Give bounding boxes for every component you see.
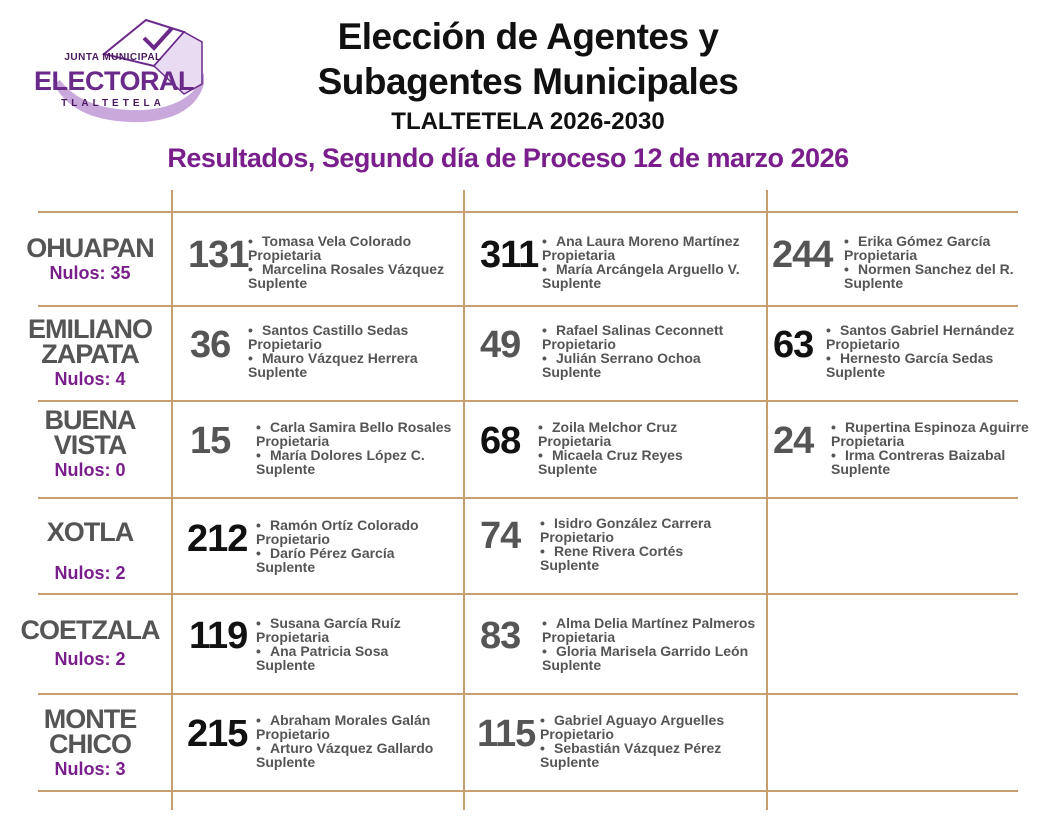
nulos-count: Nulos: 4 (54, 369, 126, 389)
propietario-name: Rafael Salinas Ceconnett (556, 322, 724, 338)
locality-name-line-2: VISTA (53, 430, 127, 460)
suplente-name: Micaela Cruz Reyes (552, 447, 683, 463)
suplente-role: Suplente (248, 275, 308, 291)
propietario-role: Propietario (540, 726, 614, 742)
locality-name-line-1: MONTE (43, 704, 137, 734)
suplente-role: Suplente (256, 754, 316, 770)
locality-name-line-1: BUENA (44, 405, 136, 435)
vote-count: 212 (187, 518, 248, 560)
propietario-name: Ana Laura Moreno Martínez (556, 233, 740, 249)
propietario-name: Santos Castillo Sedas (262, 322, 409, 338)
result-cell (773, 416, 1053, 486)
suplente-name: Sebastián Vázquez Pérez (554, 740, 722, 756)
candidates: • Gabriel Aguayo Arguelles Propietario • Sebastián Vázquez Pérez Suplente (540, 712, 725, 770)
title-line-1: Elección de Agentes y (337, 16, 719, 57)
propietario-name: Santos Gabriel Hernández (840, 322, 1015, 338)
vote-count: 63 (773, 324, 814, 366)
nulos-count: Nulos: 2 (54, 649, 126, 669)
propietario-name: Isidro González Carrera (554, 515, 712, 531)
suplente-name: Darío Pérez García (270, 545, 395, 561)
suplente-role: Suplente (542, 275, 602, 291)
propietario-name: Zoila Melchor Cruz (552, 419, 678, 435)
candidates: • Rupertina Espinoza Aguirre Propietaria • Irma Contreras Baizabal Suplente (831, 419, 1029, 477)
suplente-role: Suplente (540, 557, 600, 573)
title-line-2: Subagentes Municipales (317, 61, 739, 102)
propietario-role: Propietaria (844, 247, 918, 263)
suplente-name: Gloria Marisela Garrido León (556, 643, 749, 659)
result-cell (773, 320, 1043, 390)
propietario-role: Propietaria (538, 433, 612, 449)
propietario-name: Rupertina Espinoza Aguirre (845, 419, 1029, 435)
logo-line-3: TLALTETELA (61, 98, 165, 109)
candidates: • Santos Gabriel Hernández Propietario • Hernesto García Sedas Suplente (826, 322, 1015, 380)
vote-count: 68 (480, 420, 521, 462)
result-cell (189, 611, 461, 681)
propietario-role: Propietario (256, 726, 330, 742)
vote-count: 83 (480, 615, 521, 657)
suplente-role: Suplente (256, 559, 316, 575)
propietario-name: Susana García Ruíz (270, 615, 401, 631)
suplente-role: Suplente (540, 754, 600, 770)
grid-vline (463, 190, 465, 810)
suplente-name: Irma Contreras Baizabal (845, 447, 1006, 463)
candidates: • Susana García Ruíz Propietaria • Ana Patricia Sosa Suplente (256, 615, 401, 673)
result-cell (772, 230, 1042, 300)
propietario-name: Ramón Ortíz Colorado (270, 517, 419, 533)
result-cell (480, 416, 765, 486)
propietario-role: Propietario (248, 336, 322, 352)
nulos-count: Nulos: 35 (49, 263, 131, 283)
vote-count: 74 (480, 515, 521, 557)
suplente-name: Normen Sanchez del R. (858, 261, 1014, 277)
propietario-role: Propietario (542, 336, 616, 352)
subtitle: TLALTETELA 2026-2030 (391, 108, 665, 135)
vote-count: 244 (772, 234, 833, 276)
junta-electoral-logo (34, 14, 220, 126)
grid-hline (38, 593, 1018, 595)
vote-count: 36 (190, 324, 231, 366)
locality-name-line-2: CHICO (49, 729, 131, 759)
suplente-name: Rene Rivera Cortés (554, 543, 684, 559)
locality-ohuapan (10, 233, 170, 284)
locality-name: XOTLA (46, 517, 134, 547)
propietario-role: Propietaria (248, 247, 322, 263)
result-cell (187, 709, 461, 779)
grid-vline (171, 190, 173, 810)
candidates: • Carla Samira Bello Rosales Propietaria • María Dolores López C. Suplente (256, 419, 452, 477)
grid-vline (766, 190, 768, 810)
candidates: • Ramón Ortíz Colorado Propietario • Darío Pérez García Suplente (256, 517, 419, 575)
candidates: • Isidro González Carrera Propietario • Rene Rivera Cortés Suplente (540, 515, 712, 573)
propietario-role: Propietario (540, 529, 614, 545)
vote-count: 15 (190, 420, 231, 462)
result-cell (477, 709, 765, 779)
locality-name-line-1: EMILIANO (28, 314, 152, 344)
propietario-name: Tomasa Vela Colorado (262, 233, 412, 249)
suplente-role: Suplente (256, 657, 316, 673)
propietario-name: Erika Gómez García (858, 233, 991, 249)
propietario-name: Carla Samira Bello Rosales (270, 419, 452, 435)
candidates: • Erika Gómez García Propietaria • Normen Sanchez del R. Suplente (844, 233, 1014, 291)
suplente-name: Marcelina Rosales Vázquez (262, 261, 445, 277)
suplente-role: Suplente (542, 364, 602, 380)
locality-xotla (10, 517, 170, 584)
propietario-name: Gabriel Aguayo Arguelles (554, 712, 725, 728)
vote-count: 115 (477, 713, 536, 755)
suplente-role: Suplente (542, 657, 602, 673)
suplente-name: Arturo Vázquez Gallardo (270, 740, 434, 756)
nulos-count: Nulos: 3 (54, 759, 126, 779)
grid-hline (38, 497, 1018, 499)
candidates: • Zoila Melchor Cruz Propietaria • Micaela Cruz Reyes Suplente (538, 419, 683, 477)
propietario-role: Propietaria (256, 629, 330, 645)
nulos-count: Nulos: 2 (54, 563, 126, 583)
propietario-role: Propietario (256, 531, 330, 547)
vote-count: 131 (188, 234, 249, 276)
vote-count: 119 (189, 615, 248, 657)
vote-count: 49 (480, 324, 521, 366)
suplente-role: Suplente (256, 461, 316, 477)
locality-name-line-2: ZAPATA (41, 339, 139, 369)
grid-hline (38, 211, 1018, 213)
suplente-name: Mauro Vázquez Herrera (262, 350, 418, 366)
result-cell (480, 611, 765, 681)
candidates: • Ana Laura Moreno Martínez Propietaria • María Arcángela Arguello V. Suplente (542, 233, 740, 291)
locality-monte-chico (10, 704, 170, 780)
nulos-count: Nulos: 0 (54, 460, 126, 480)
candidates: • Tomasa Vela Colorado Propietaria • Marcelina Rosales Vázquez Suplente (248, 233, 445, 291)
suplente-role: Suplente (831, 461, 891, 477)
grid-hline (38, 400, 1018, 402)
suplente-name: Julián Serrano Ochoa (556, 350, 701, 366)
suplente-role: Suplente (826, 364, 886, 380)
candidates: • Abraham Morales Galán Propietario • Arturo Vázquez Gallardo Suplente (256, 712, 434, 770)
grid-hline (38, 790, 1018, 792)
results-line: Resultados, Segundo día de Proceso 12 de marzo 2026 (167, 143, 849, 173)
propietario-role: Propietaria (831, 433, 905, 449)
result-cell (190, 416, 462, 486)
suplente-role: Suplente (248, 364, 308, 380)
suplente-role: Suplente (538, 461, 598, 477)
propietario-role: Propietaria (256, 433, 330, 449)
propietario-role: Propietario (826, 336, 900, 352)
propietario-name: Abraham Morales Galán (270, 712, 431, 728)
propietario-role: Propietaria (542, 629, 616, 645)
grid-hline (38, 305, 1018, 307)
candidates: • Alma Delia Martínez Palmeros Propietaria • Gloria Marisela Garrido León Suplente (542, 615, 756, 673)
suplente-role: Suplente (844, 275, 904, 291)
locality-name: COETZALA (20, 615, 160, 645)
locality-name: OHUAPAN (26, 233, 154, 263)
result-cell (188, 230, 463, 300)
result-cell (480, 230, 765, 300)
vote-count: 24 (773, 420, 814, 462)
result-cell (480, 511, 765, 581)
result-cell (480, 320, 765, 390)
suplente-name: María Dolores López C. (270, 447, 425, 463)
locality-buena-vista (10, 405, 170, 481)
propietario-role: Propietaria (542, 247, 616, 263)
suplente-name: María Arcángela Arguello V. (556, 261, 740, 277)
locality-coetzala (10, 615, 170, 670)
result-cell (190, 320, 460, 390)
vote-count: 215 (187, 713, 248, 755)
suplente-name: Ana Patricia Sosa (270, 643, 389, 659)
candidates: • Rafael Salinas Ceconnett Propietario • Julián Serrano Ochoa Suplente (542, 322, 724, 380)
candidates: • Santos Castillo Sedas Propietario • Mauro Vázquez Herrera Suplente (248, 322, 418, 380)
logo-line-1: JUNTA MUNICIPAL (64, 52, 162, 63)
locality-emiliano-zapata (10, 314, 170, 390)
result-cell (187, 514, 461, 584)
vote-count: 311 (480, 234, 539, 276)
logo-line-2: ELECTORAL (34, 66, 195, 96)
suplente-name: Hernesto García Sedas (840, 350, 994, 366)
grid-hline (38, 693, 1018, 695)
propietario-name: Alma Delia Martínez Palmeros (556, 615, 756, 631)
